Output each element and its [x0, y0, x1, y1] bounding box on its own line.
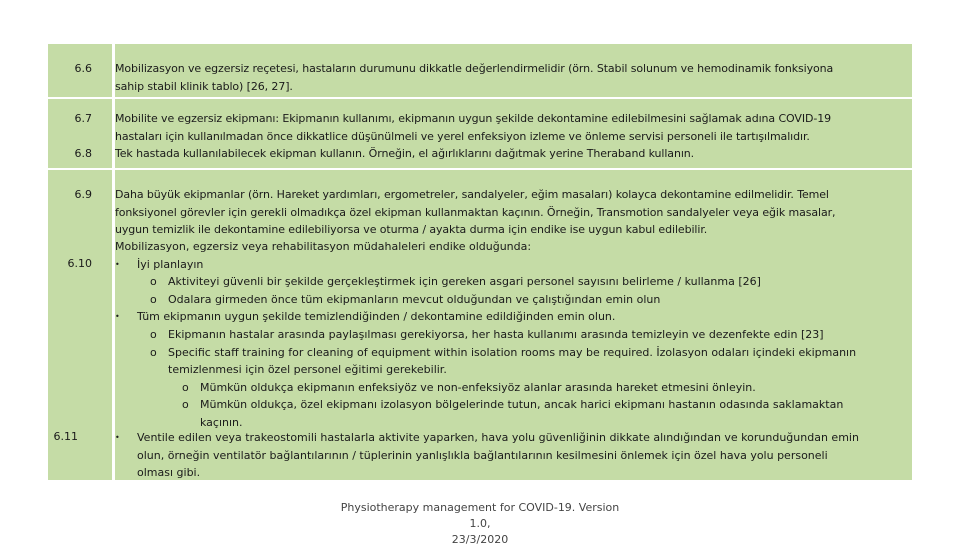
list-item-text: Ekipmanın hastalar arasında paylaşılması gerekiyorsa, her hasta kullanımı arasında temizleyin ve dezenfekte edin [23]	[168, 327, 824, 341]
row-number-6-7: 6.7	[74, 112, 92, 125]
footer-line: Physiotherapy management for COVID-19. Version 1.0,	[340, 501, 620, 530]
bullet-icon: •	[115, 433, 120, 442]
row-text-6-9	[115, 186, 909, 239]
row-line: Mobilite ve egzersiz ekipmanı: Ekipmanın kullanımı, ekipmanın uygun şekilde dekontamine edilebilmesini sağlamak adına COVID-19	[115, 112, 832, 125]
footer-line: 23/3/2020	[451, 533, 509, 546]
list-item-text: Tüm ekipmanın uygun şekilde temizlendiğinden / dekontamine edildiğinden emin olun.	[137, 310, 616, 324]
list-item-text: Mümkün oldukça, özel ekipmanı izolasyon bölgelerinde tutun, ancak harici ekipmanı hastanın odasında saklamaktan	[200, 398, 844, 412]
row-text-6-10	[115, 238, 909, 432]
row-line: hastaları için kullanılmadan önce dikkatlice düşünülmeli ve yerel enfeksiyon izleme ve önleme servisi personeli ile tartışılmalıdır.	[115, 129, 810, 143]
list-item-text: İyi planlayın	[137, 257, 204, 271]
footer	[330, 500, 630, 548]
list-item-text: Odalara girmeden önce tüm ekipmanların mevcut olduğundan ve çalıştığından emin olun	[168, 292, 661, 306]
list-item	[115, 256, 909, 274]
list-item	[115, 291, 909, 309]
row-divider	[48, 97, 912, 99]
row-text-6-6	[115, 60, 909, 95]
list-item-text: temizlenmesi için özel personel eğitimi gerekebilir.	[168, 363, 447, 377]
list-item-text: Aktiviteyi güvenli bir şekilde gerçekleştirmek için gereken asgari personel sayısını belirleme / kullanma [26]	[168, 275, 761, 289]
row-divider	[48, 168, 912, 170]
row-line: uygun temizlik ile dekontamine edilebiliyorsa ve oturma / ayakta durma için endike ise uygun kabul edilebilir.	[115, 223, 708, 237]
sub-bullet-icon: o	[150, 327, 157, 341]
row-line: Tek hastada kullanılabilecek ekipman kullanın. Örneğin, el ağırlıklarını dağıtmak yerine Theraband kullanın.	[115, 147, 695, 160]
row-line: sahip stabil klinik tablo) [26, 27].	[115, 79, 293, 93]
recommendations-table	[48, 44, 912, 480]
list-item	[115, 379, 909, 397]
list-item	[115, 326, 909, 344]
sub-bullet-icon: o	[150, 345, 157, 359]
list-item-text: Mümkün oldukça ekipmanın enfeksiyöz ve non-enfeksiyöz alanlar arasında hareket etmesini önleyin.	[200, 380, 756, 394]
sub-bullet-icon: o	[150, 275, 157, 289]
sub-sub-bullet-icon: o	[182, 380, 189, 394]
sub-sub-bullet-icon: o	[182, 398, 189, 412]
list-intro: Mobilizasyon, egzersiz veya rehabilitasyon müdahaleleri endike olduğunda:	[115, 240, 532, 253]
bullet-icon: •	[115, 312, 120, 322]
list-item	[115, 273, 909, 291]
row-number-6-10: 6.10	[67, 257, 92, 270]
list-item	[115, 308, 909, 326]
row-number-6-11: 6.11	[53, 430, 78, 443]
sub-bullet-icon: o	[150, 292, 157, 306]
row-number-6-6: 6.6	[74, 62, 92, 75]
list-item	[115, 344, 909, 379]
list-item-text: Specific staff training for cleaning of equipment within isolation rooms may be required. İzolasyon odaları içindeki ekipmanın	[168, 345, 857, 359]
list-item-text: kaçının.	[200, 415, 243, 429]
row-text-6-11	[115, 429, 909, 482]
row-line: Daha büyük ekipmanlar (örn. Hareket yardımları, ergometreler, sandalyeler, eğim masaları) kolayca dekontamine edilmelidir. Temel	[115, 188, 829, 201]
bullet-icon: •	[115, 259, 120, 269]
list-item	[115, 429, 909, 482]
list-item	[115, 396, 909, 431]
row-text-6-8	[115, 145, 909, 163]
row-line: fonksiyonel görevler için gerekli olmadıkça özel ekipman kullanmaktan kaçının. Örneğin, Transmotion sandalyeler veya eğik masalar,	[115, 205, 836, 219]
list-item-text: Ventile edilen veya trakeostomili hastalarla aktivite yaparken, hava yolu güvenliğinin dikkate alındığından ve korunduğundan emin	[137, 431, 859, 444]
row-line: Mobilizasyon ve egzersiz reçetesi, hastaların durumunu dikkatle değerlendirmelidir (örn. Stabil solunum ve hemodinamik fonksiyona	[115, 62, 834, 75]
list-item-text: olun, örneğin ventilatör bağlantılarının / tüplerinin yanlışlıkla bağlantılarının kesilmesini önlemek için özel hava yolu personeli	[137, 448, 828, 462]
list-item-text: olması gibi.	[137, 466, 201, 480]
row-number-6-9: 6.9	[74, 188, 92, 201]
row-text-6-7	[115, 110, 909, 145]
row-number-6-8: 6.8	[74, 147, 92, 160]
